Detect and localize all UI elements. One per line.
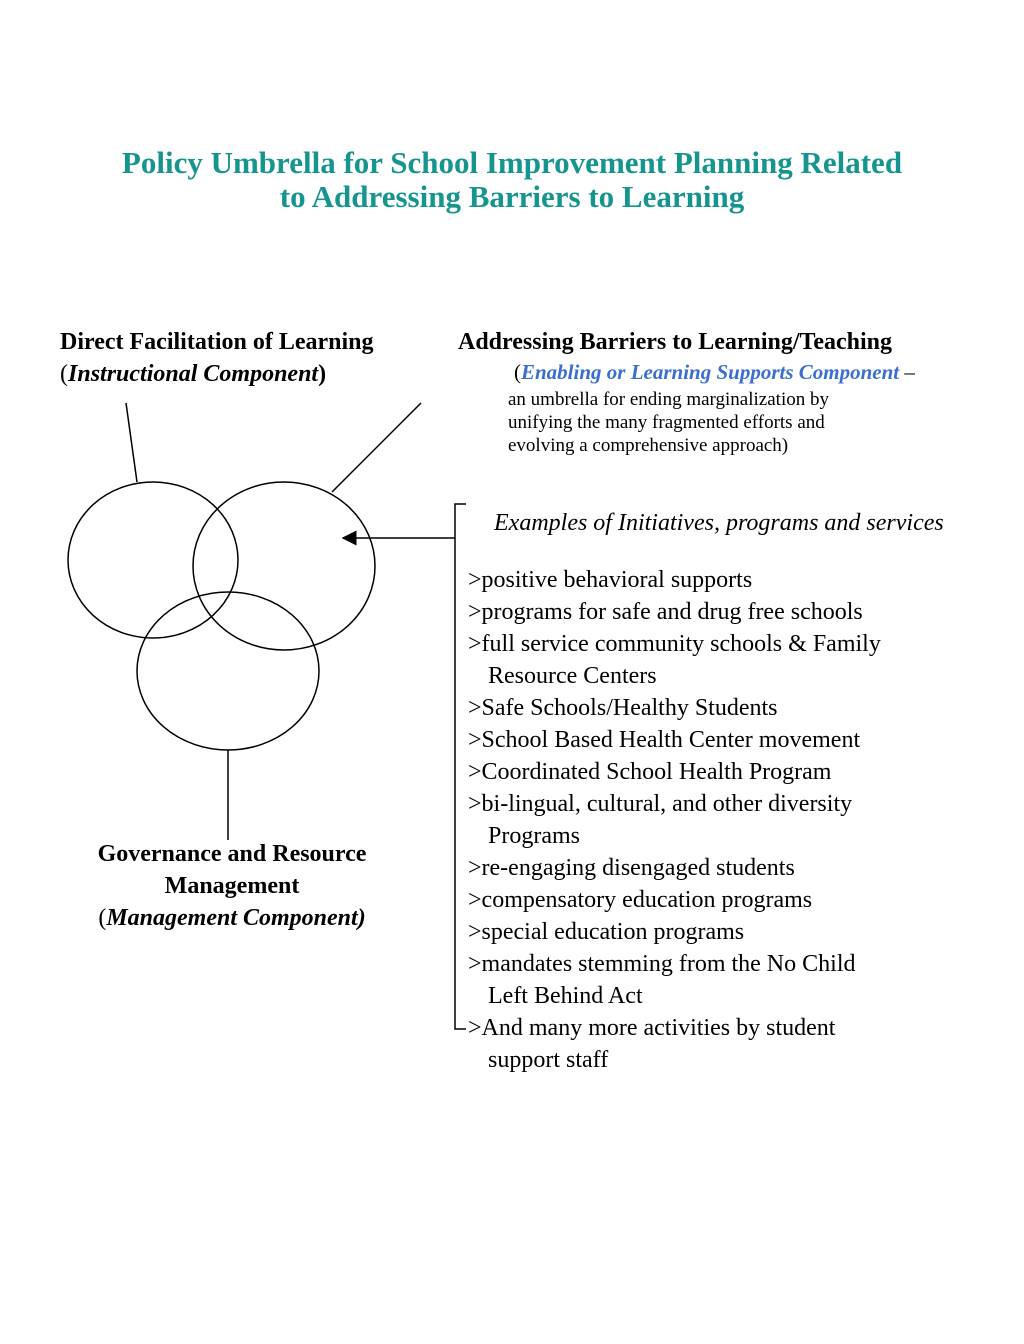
instructional-open-paren: ( <box>60 361 68 387</box>
list-item-text: >programs for safe and drug free schools <box>468 599 863 625</box>
enabling-dash: – <box>899 360 915 384</box>
list-item <box>468 564 988 596</box>
list-item <box>468 788 988 852</box>
list-item <box>468 948 988 1012</box>
list-item-text: >bi-lingual, cultural, and other diversity <box>468 791 853 817</box>
management-circle <box>137 592 319 750</box>
list-item-text: >School Based Health Center movement <box>468 727 861 753</box>
list-item <box>468 628 988 692</box>
list-item <box>468 884 988 916</box>
management-subtitle <box>40 902 424 934</box>
list-item-text: >special education programs <box>468 919 745 945</box>
list-item <box>468 692 988 724</box>
list-item-text: >compensatory education programs <box>468 887 813 913</box>
list-item <box>468 756 988 788</box>
instructional-heading: Direct Facilitation of Learning <box>60 329 374 355</box>
enabling-description <box>508 388 938 457</box>
enabling-description-line: unifying the many fragmented efforts and <box>508 412 825 433</box>
examples-bracket <box>455 504 466 1029</box>
instructional-subtitle <box>60 358 374 390</box>
list-item-continuation: support staff <box>488 1047 609 1073</box>
list-item-continuation: Programs <box>488 823 580 849</box>
management-open-paren: ( <box>98 905 107 931</box>
list-item-continuation: Resource Centers <box>488 663 657 689</box>
enabling-component-line <box>514 359 915 385</box>
list-item-text: >mandates stemming from the No Child <box>468 951 856 977</box>
list-item-text: >re-engaging disengaged students <box>468 855 795 881</box>
enabling-component-name: Enabling or Learning Supports Component <box>521 360 900 384</box>
instructional-close-paren: ) <box>318 361 327 387</box>
title-line-2: to Addressing Barriers to Learning <box>279 179 745 214</box>
list-item-text: >positive behavioral supports <box>468 567 753 593</box>
enabling-description-line: an umbrella for ending marginalization by <box>508 389 829 410</box>
management-component-name: Management Component <box>106 905 358 931</box>
governance-line-2: Management <box>164 873 300 899</box>
title-line-1: Policy Umbrella for School Improvement Planning Related <box>121 145 903 180</box>
management-close-paren: ) <box>357 905 366 931</box>
enabling-description-line: evolving a comprehensive approach) <box>508 435 789 456</box>
examples-title: Examples of Initiatives, programs and services <box>494 510 944 536</box>
list-item <box>468 724 988 756</box>
governance-line-1: Governance and Resource <box>97 841 367 867</box>
enabling-connector-line <box>332 403 421 492</box>
list-item-text: >Coordinated School Health Program <box>468 759 832 785</box>
examples-list <box>468 564 988 1076</box>
instructional-component-label <box>60 326 374 390</box>
list-item <box>468 916 988 948</box>
instructional-connector-line <box>126 403 137 482</box>
instructional-component-name: Instructional Component <box>68 361 319 387</box>
enabling-open-paren: ( <box>514 360 521 384</box>
list-item <box>468 852 988 884</box>
enabling-circle <box>193 482 375 650</box>
list-item-text: >full service community schools & Family <box>468 631 881 657</box>
instructional-circle <box>68 482 238 638</box>
list-item-text: >Safe Schools/Healthy Students <box>468 695 778 721</box>
management-component-label <box>40 838 424 934</box>
list-item <box>468 1012 988 1076</box>
barriers-heading: Addressing Barriers to Learning/Teaching <box>458 329 893 355</box>
list-item <box>468 596 988 628</box>
list-item-continuation: Left Behind Act <box>488 983 643 1009</box>
list-item-text: >And many more activities by student <box>468 1015 836 1041</box>
